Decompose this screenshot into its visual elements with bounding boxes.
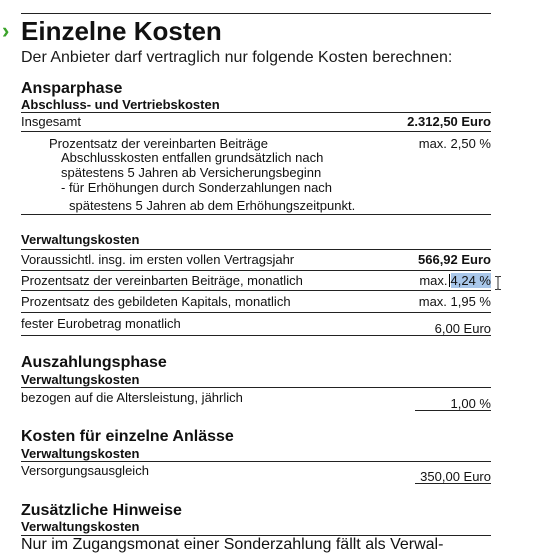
row-value: 350,00 Euro — [420, 469, 491, 484]
top-rule — [21, 13, 491, 14]
subheading-verwaltungskosten: Verwaltungskosten — [21, 372, 140, 387]
subheading-verwaltungskosten: Verwaltungskosten — [21, 446, 140, 461]
row-value: max. 2,50 % — [418, 136, 491, 151]
divider — [21, 131, 491, 132]
subheading-verwaltungskosten: Verwaltungskosten — [21, 519, 140, 534]
note-line: Abschlusskosten entfallen grundsätzlich nach — [61, 150, 324, 165]
section-heading-hinweise: Zusätzliche Hinweise — [21, 502, 182, 519]
row-value: 566,92 Euro — [418, 252, 491, 267]
hinweise-text: Nur im Zugangsmonat einer Sonderzahlung fällt als Verwal- — [21, 536, 444, 553]
selected-value[interactable]: 4,24 % — [450, 273, 491, 288]
note-line: spätestens 5 Jahren ab Versicherungsbeginn — [61, 165, 322, 180]
section-heading-ansparphase: Ansparphase — [21, 80, 123, 97]
divider — [21, 387, 491, 388]
row-label: bezogen auf die Altersleistung, jährlich — [21, 390, 243, 405]
chevron-right-icon: › — [2, 18, 10, 43]
row-label: Insgesamt — [21, 114, 81, 129]
row-label: Voraussichtl. insg. im ersten vollen Vertragsjahr — [21, 252, 295, 267]
row-label: Versorgungsausgleich — [21, 463, 149, 478]
divider — [21, 290, 491, 291]
row-label: Prozentsatz der vereinbarten Beiträge, monatlich — [21, 273, 303, 288]
divider — [21, 249, 491, 250]
row-label: Prozentsatz des gebildeten Kapitals, monatlich — [21, 294, 291, 309]
text-cursor — [449, 274, 450, 287]
divider — [21, 312, 491, 313]
page-title: Einzelne Kosten — [21, 16, 222, 46]
row-value: max. 1,95 % — [418, 294, 491, 309]
row-label: fester Eurobetrag monatlich — [21, 316, 181, 331]
section-heading-auszahlungsphase: Auszahlungsphase — [21, 354, 167, 371]
row-label: Prozentsatz der vereinbarten Beiträge — [49, 136, 268, 151]
row-value[interactable] — [419, 273, 491, 288]
divider — [415, 483, 491, 484]
divider — [21, 335, 491, 336]
value-prefix: max. — [419, 273, 448, 288]
divider — [21, 270, 491, 271]
note-line: spätestens 5 Jahren ab dem Erhöhungszeitpunkt. — [69, 198, 356, 213]
subheading-verwaltungskosten: Verwaltungskosten — [21, 232, 140, 247]
row-value: 1,00 % — [450, 396, 491, 411]
divider — [21, 112, 491, 113]
divider — [21, 214, 491, 215]
row-value: 2.312,50 Euro — [407, 114, 491, 129]
note-line: - für Erhöhungen durch Sonderzahlungen nach — [61, 180, 333, 195]
subheading-abschluss-vertriebskosten: Abschluss- und Vertriebskosten — [21, 97, 220, 112]
divider — [21, 461, 491, 462]
section-heading-anlaesse: Kosten für einzelne Anlässe — [21, 428, 234, 445]
intro-text: Der Anbieter darf vertraglich nur folgende Kosten berechnen: — [21, 49, 453, 66]
divider — [415, 410, 491, 411]
ibeam-cursor-icon — [494, 276, 502, 290]
row-value: 6,00 Euro — [434, 321, 491, 336]
